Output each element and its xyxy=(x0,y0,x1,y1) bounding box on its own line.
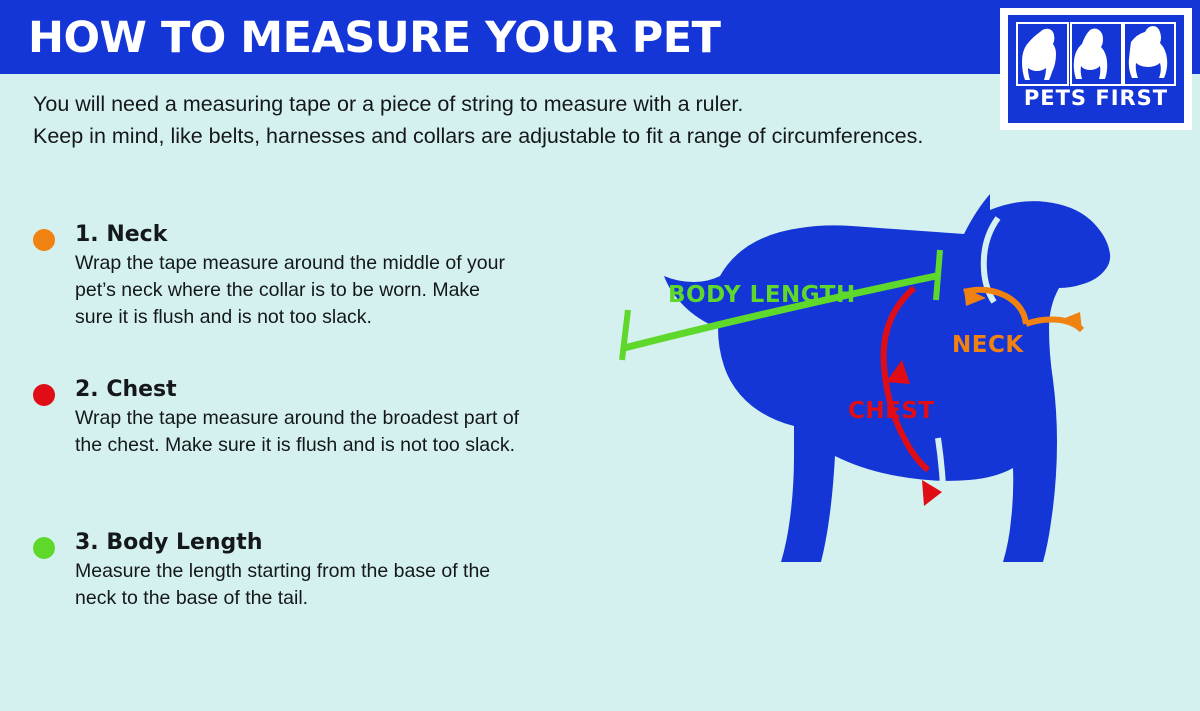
logo-dog-frames xyxy=(1016,22,1176,82)
intro-line-1: You will need a measuring tape or a piece of string to measure with a ruler. xyxy=(33,92,744,116)
neck-arrow-right xyxy=(1060,312,1082,330)
step-body-length-bullet xyxy=(33,537,55,559)
step-chest xyxy=(33,377,523,459)
step-neck xyxy=(33,222,523,331)
step-body-length xyxy=(33,530,523,612)
dog-sitting-icon xyxy=(1070,22,1123,86)
step-neck-body: Wrap the tape measure around the middle of your pet’s neck where the collar is to be worn. Make sure it is flush and is not too slack. xyxy=(75,252,505,328)
brand-logo xyxy=(1000,8,1192,130)
intro-text xyxy=(33,88,983,152)
dog-measurement-diagram xyxy=(520,170,1190,700)
page-title: HOW TO MEASURE YOUR PET xyxy=(28,13,721,63)
dog-standing-icon xyxy=(1123,22,1176,86)
dog-diagram-svg xyxy=(520,170,1190,700)
label-chest: CHEST xyxy=(848,398,935,424)
step-chest-bullet xyxy=(33,384,55,406)
dog-hind-leg-detail xyxy=(702,470,705,542)
step-chest-body: Wrap the tape measure around the broadest part of the chest. Make sure it is flush and is not too slack. xyxy=(75,407,520,456)
chest-arrow-bottom xyxy=(922,480,942,506)
step-body-length-title: 3. Body Length xyxy=(75,530,263,555)
logo-inner-panel xyxy=(1008,15,1184,123)
step-chest-title: 2. Chest xyxy=(75,377,177,402)
step-neck-title: 1. Neck xyxy=(75,222,168,247)
label-body-length: BODY LENGTH xyxy=(668,282,856,308)
step-neck-bullet xyxy=(33,229,55,251)
label-neck: NECK xyxy=(952,332,1024,358)
dog-silhouette-icon xyxy=(1016,22,1069,86)
dog-front-leg-detail xyxy=(938,438,944,584)
intro-line-2: Keep in mind, like belts, harnesses and collars are adjustable to fit a range of circumferences. xyxy=(33,124,924,148)
step-body-length-body: Measure the length starting from the base of the neck to the base of the tail. xyxy=(75,560,491,609)
logo-brand-text: PETS FIRST xyxy=(1023,86,1169,110)
